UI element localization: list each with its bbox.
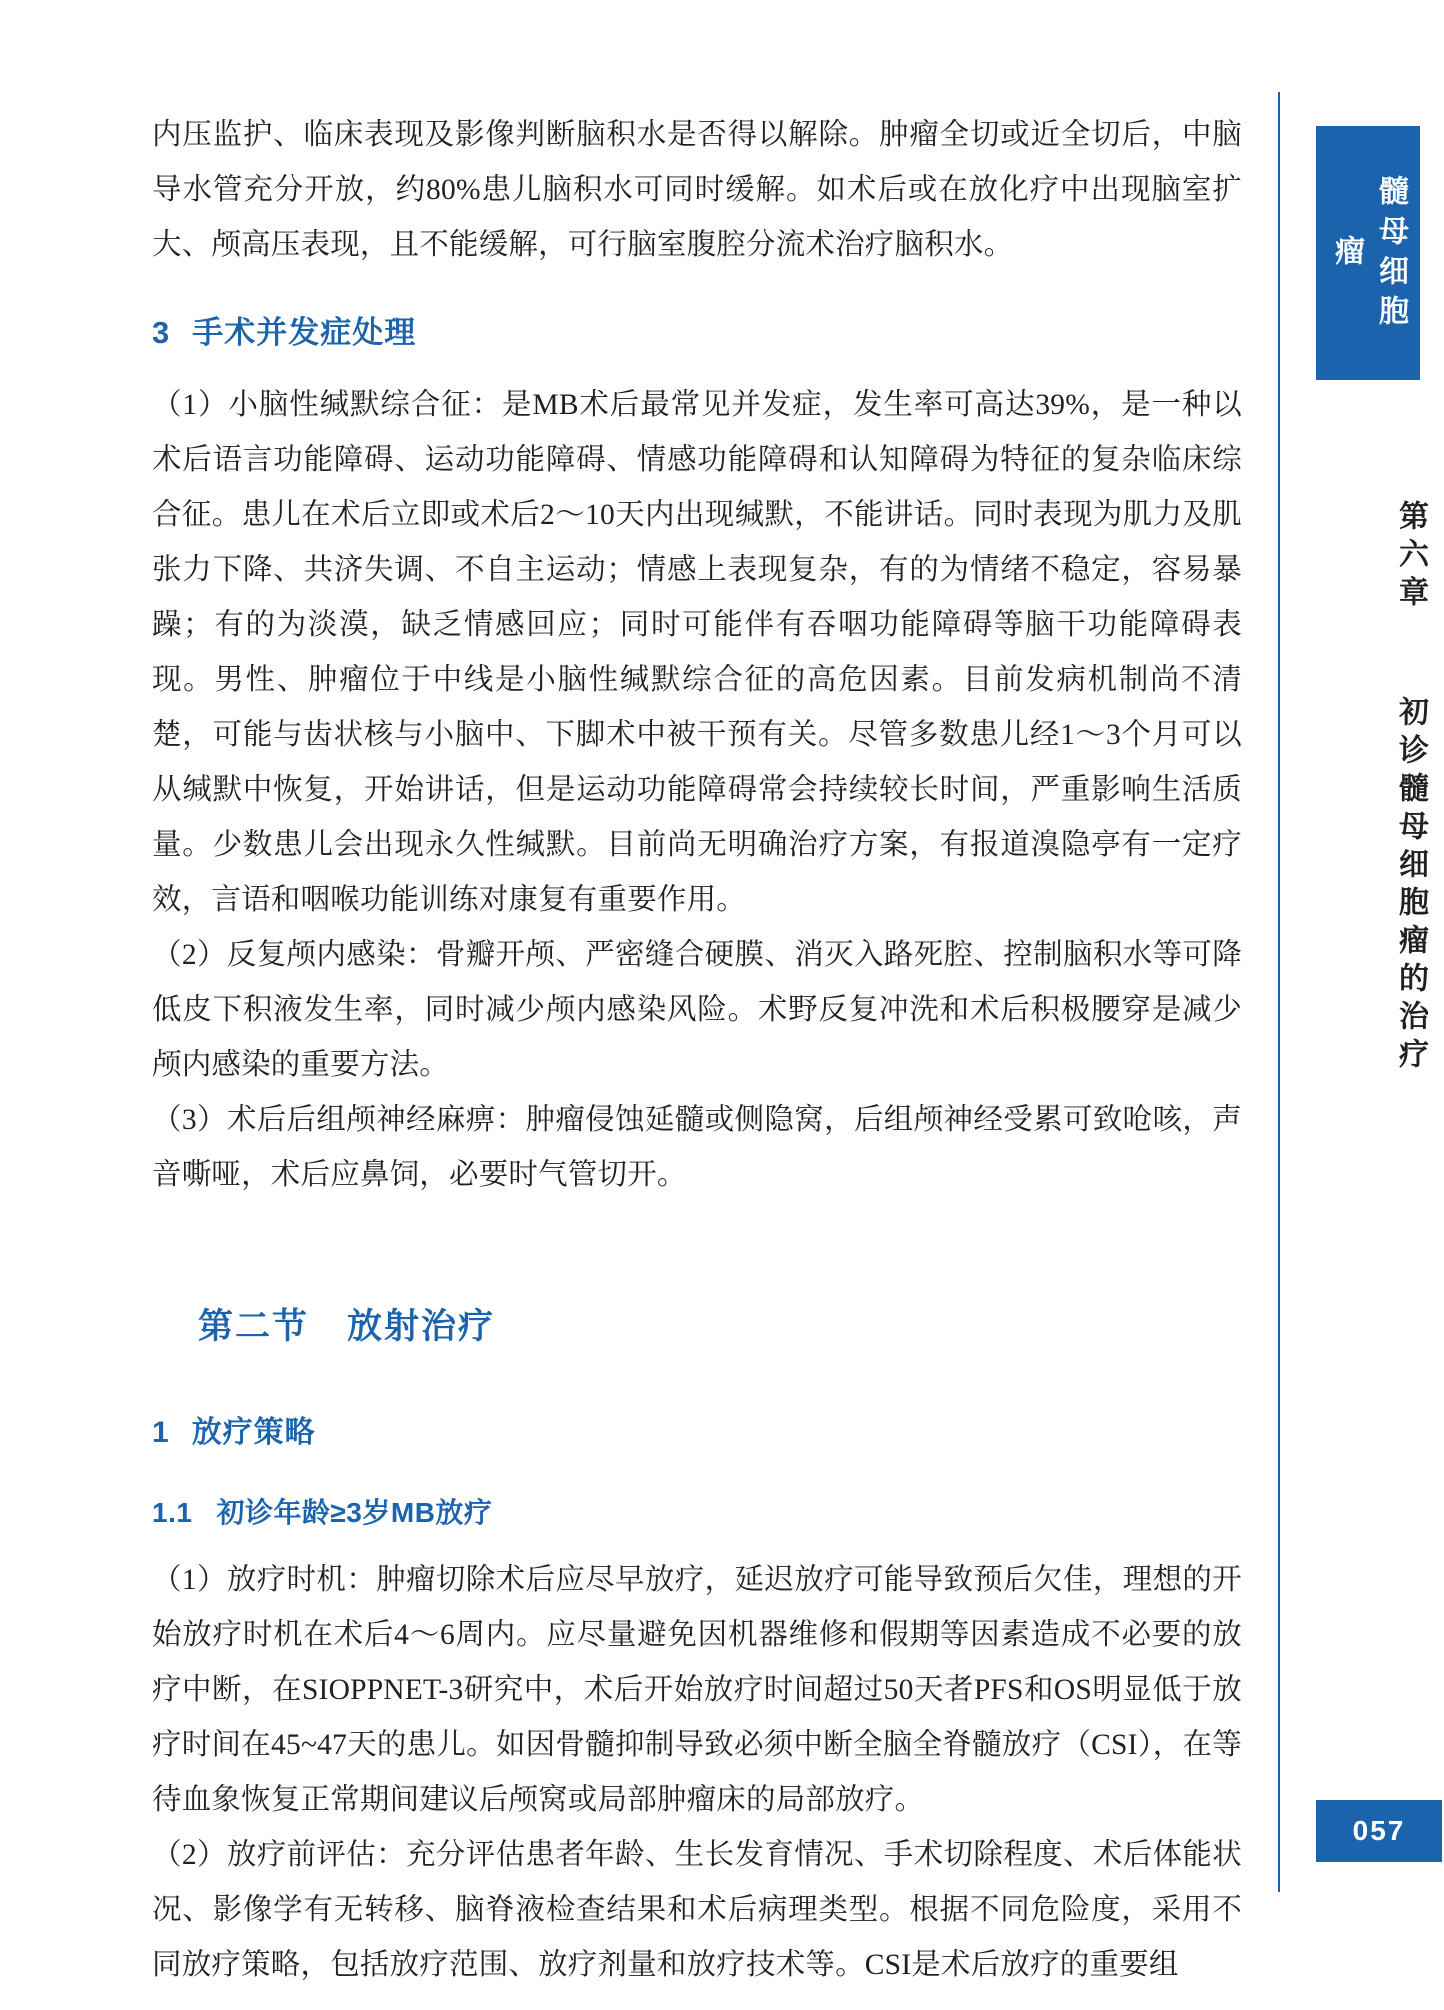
paragraph-item-3: （3）术后后组颅神经麻痹：肿瘤侵蚀延髓或侧隐窝，后组颅神经受累可致呛咳，声音嘶哑，术后应鼻饲，必要时气管切开。 [152,1104,1242,1191]
paragraph-item-2: （2）反复颅内感染：骨瓣开颅、严密缝合硬膜、消灭入路死腔、控制脑积水等可降低皮下积液发生率，同时减少颅内感染风险。术野反复冲洗和术后积极腰穿是减少颅内感染的重要方法。 [152,939,1242,1081]
paragraph-continuation: 内压监护、临床表现及影像判断脑积水是否得以解除。肿瘤全切或近全切后，中脑导水管充分开放，约80%患儿脑积水可同时缓解。如术后或在放化疗中出现脑室扩大、颅高压表现，且不能缓解，可行脑室腹腔分流术治疗脑积水。 [152,119,1242,261]
heading-text: 手术并发症处理 [192,315,417,350]
main-text-column [152,108,1242,1993]
heading-radiotherapy-strategy [152,1407,1242,1451]
heading-surgical-complications [152,307,1242,352]
heading-number: 3 [152,315,171,350]
heading-number: 1 [152,1416,170,1449]
vertical-rule-divider [1278,92,1280,1892]
section-title-radiotherapy [152,1299,1242,1349]
paragraph-item-4: （1）放疗时机：肿瘤切除术后应尽早放疗，延迟放疗可能导致预后欠佳，理想的开始放疗时机在术后4～6周内。应尽量避免因机器维修和假期等因素造成不必要的放疗中断，在SIOPPNET-3研究中，术后开始放疗时间超过50天者PFS和OS明显低于放疗时间在45~47天的患儿。如因骨髓抑制导致必须中断全脑全脊髓放疗（CSI），在等待血象恢复正常期间建议后颅窝或局部肿瘤床的局部放疗。 [152,1564,1242,1816]
side-chapter-title: 第六章 初诊髓母细胞瘤的治疗 [1394,500,1427,1076]
heading-age-over-3-radiotherapy [152,1491,1242,1531]
paragraph-item-1: （1）小脑性缄默综合征：是MB术后最常见并发症，发生率可高达39%，是一种以术后语言功能障碍、运动功能障碍、情感功能障碍和认知障碍为特征的复杂临床综合征。患儿在术后立即或术后2～10天内出现缄默，不能讲话。同时表现为肌力及肌张力下降、共济失调、不自主运动；情感上表现复杂，有的为情绪不稳定，容易暴躁；有的为淡漠，缺乏情感回应；同时可能伴有吞咽功能障碍等脑干功能障碍表现。男性、肿瘤位于中线是小脑性缄默综合征的高危因素。目前发病机制尚不清楚，可能与齿状核与小脑中、下脚术中被干预有关。尽管多数患儿经1～3个月可以从缄默中恢复，开始讲话，但是运动功能障碍常会持续较长时间，严重影响生活质量。少数患儿会出现永久性缄默。目前尚无明确治疗方案，有报道溴隐亭有一定疗效，言语和咽喉功能训练对康复有重要作用。 [152,389,1242,916]
heading-text: 初诊年龄≥3岁MB放疗 [216,1497,493,1528]
paragraph-item-5: （2）放疗前评估：充分评估患者年龄、生长发育情况、手术切除程度、术后体能状况、影像学有无转移、脑脊液检查结果和术后病理类型。根据不同危险度，采用不同放疗策略，包括放疗范围、放疗剂量和放疗技术等。CSI是术后放疗的重要组 [152,1839,1242,1981]
heading-text: 放疗策略 [191,1416,316,1449]
section-text: 放射治疗 [347,1307,496,1346]
heading-number: 1.1 [152,1497,193,1528]
section-label: 第二节 [198,1307,310,1346]
page-number-badge: 057 [1316,1800,1442,1862]
side-tab-topic: 髓母细胞瘤 [1316,126,1420,380]
